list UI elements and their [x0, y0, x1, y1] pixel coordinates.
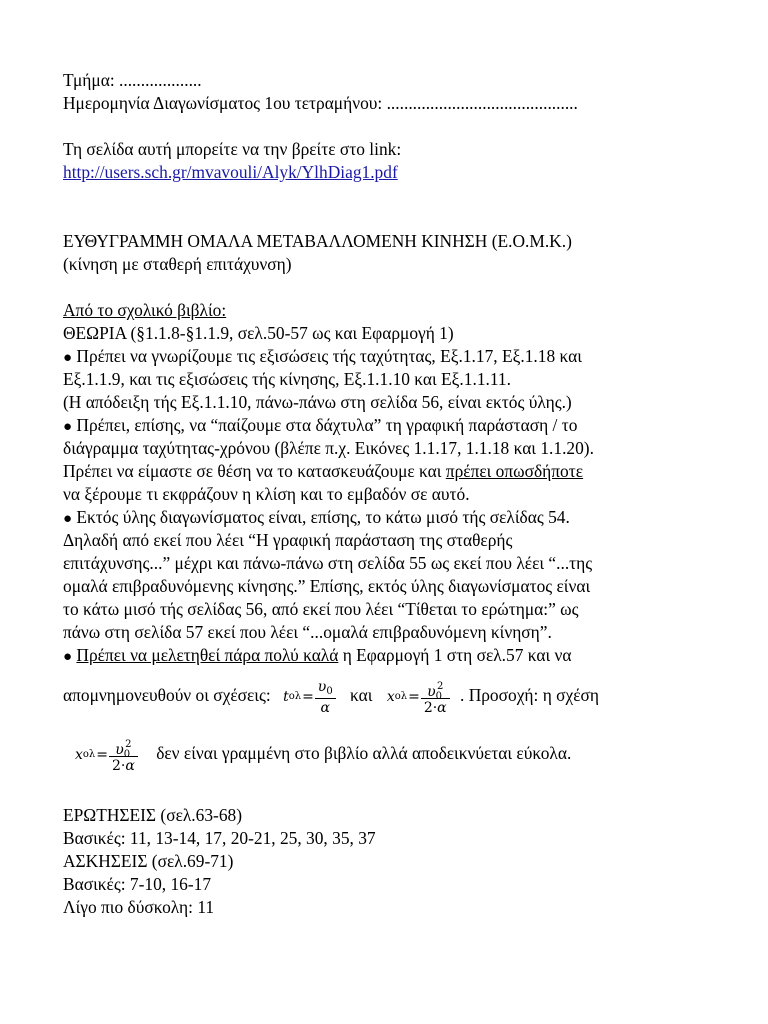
- emphasis-underline: πρέπει οπωσδήποτε: [445, 461, 584, 481]
- formula-note-line: x ολ = $\frac{\upsilon_0^2}{2\cdot\alpha}$ δεν είναι γραμμένη στο βιβλίο αλλά αποδεικνύεται εύκολα.: [63, 725, 743, 781]
- topic-title: ΕΥΘΥΓΡΑΜΜΗ ΟΜΑΛΑ ΜΕΤΑΒΑΛΛΟΜΕΝΗ ΚΙΝΗΣΗ (Ε.Ο.Μ.Κ.): [63, 231, 572, 251]
- exam-date-label: Ημερομηνία Διαγωνίσματος 1ου τετραμήνου: ............................................: [63, 93, 578, 113]
- problems-basic: Βασικές: 7-10, 16-17: [63, 874, 212, 894]
- emphasis-underline: Πρέπει να μελετηθεί πάρα πολύ καλά: [76, 645, 339, 665]
- questions-basic: Βασικές: 11, 13-14, 17, 20-21, 25, 30, 35, 37: [63, 828, 376, 848]
- book-heading: Από το σχολικό βιβλίο:: [63, 300, 227, 320]
- problems-harder: Λίγο πιο δύσκολη: 11: [63, 897, 215, 917]
- formulas-line: απομνημονευθούν οι σχέσεις: t ολ = $\frac{\upsilon_0}{\alpha}$ και x ολ = $\frac{\upsilon_0^2}{2\cdot\alpha}$ . Προσοχή: η σχέση: [63, 667, 743, 723]
- document-link[interactable]: http://users.sch.gr/mvavouli/Alyk/YlhDiag1.pdf: [63, 162, 398, 182]
- document-body: Τμήμα: ................... Ημερομηνία Διαγωνίσματος 1ου τετραμήνου: ............................................ Τη σελίδα αυτή μπορείτε να την βρείτε στο link: http://users.sch.gr/mvavouli/Alyk/YlhDiag1.pdf ΕΥΘΥΓΡΑΜΜΗ ΟΜΑΛΑ ΜΕΤΑΒΑΛΛΟΜΕΝΗ ΚΙΝΗΣΗ (Ε.Ο.Μ.Κ.) (κίνηση με σταθερή επιτάχυνση) Από το σχολικό βιβλίο: ΘΕΩΡΙΑ (§1.1.8-§1.1.9, σελ.50-57 ως και Εφαρμογή 1) ● Πρέπει να γνωρίζουμε τις εξισώσεις τής ταχύτητας, Εξ.1.17, Εξ.1.18 και Εξ.1.1.9, και τις εξισώσεις τής κίνησης, Εξ.1.1.10 και Εξ.1.1.11. (Η απόδειξη τής Εξ.1.1.10, πάνω-πάνω στη σελίδα 56, είναι εκτός ύλης.) ● Πρέπει, επίσης, να “παίζουμε στα δάχτυλα” τη γραφική παράσταση / το διάγραμμα ταχύτητας-χρόνου (βλέπε π.χ. Εικόνες 1.1.17, 1.1.18 και 1.1.20). Πρέπει να είμαστε σε θέση να το κατασκευάζουμε και πρέπει οπωσδήποτε να ξέρουμε τι εκφράζουν η κλίση και το εμβαδόν σε αυτό. ● Εκτός ύλης διαγωνίσματος είναι, επίσης, το κάτω μισό τής σελίδας 54. Δηλαδή από εκεί που λέει “Η γραφική παράσταση της σταθερής επιτάχυνσης...” μέχρι και πάνω-πάνω στη σελίδα 55 ως εκεί που λέει “...της ομαλά επιβραδυνόμενης κίνησης.” Επίσης, εκτός ύλης διαγωνίσματος είναι το κάτω μισό τής σελίδας 56, από εκεί που λέει “Τίθεται το ερώτημα:” ως πάνω στη σελίδα 57 εκεί που λέει “...ομαλά επιβραδυνόμενη κίνηση”. ● Πρέπει να μελετηθεί πάρα πολύ καλά η Εφαρμογή 1 στη σελ.57 και να απομνημονευθούν οι σχέσεις: t ολ = $\frac{\upsilon_0}{\alpha}$ και x ολ = $\frac{\upsilon_0^2}{2\cdot\alpha}$ . Προσοχή: η σχέση x ολ = $\frac{\upsilon_0^2}{2\cdot\alpha}$ δεν είναι γραμμένη στο βιβλίο αλλά αποδεικνύεται εύκολα. ΕΡΩΤΗΣΕΙΣ (σελ.63-68) Βασικές: 11, 13-14, 17, 20-21, 25, 30, 35, 37 ΑΣΚΗΣΕΙΣ (σελ.69-71) Βασικές: 7-10, 16-17 Λίγο πιο δύσκολη: 11: [63, 69, 743, 919]
- problems-heading: ΑΣΚΗΣΕΙΣ (σελ.69-71): [63, 851, 234, 871]
- topic-subtitle: (κίνηση με σταθερή επιτάχυνση): [63, 254, 292, 274]
- bullet-icon: ●: [63, 419, 73, 435]
- bullet-icon: ●: [63, 649, 73, 665]
- paragraph-1: ● Πρέπει να γνωρίζουμε τις εξισώσεις τής ταχύτητας, Εξ.1.17, Εξ.1.18 και: [63, 346, 582, 366]
- questions-heading: ΕΡΩΤΗΣΕΙΣ (σελ.63-68): [63, 805, 243, 825]
- paragraph-3: ● Εκτός ύλης διαγωνίσματος είναι, επίσης, το κάτω μισό τής σελίδας 54.: [63, 507, 570, 527]
- formula-total-distance-note: x ολ = $\frac{\upsilon_0^2}{2\cdot\alpha}$: [75, 727, 138, 783]
- formula-total-distance: x ολ = $\frac{\upsilon_0^2}{2\cdot\alpha}$: [387, 669, 450, 725]
- link-intro: Τη σελίδα αυτή μπορείτε να την βρείτε στο link:: [63, 139, 402, 159]
- bullet-icon: ●: [63, 511, 73, 527]
- section-label: Τμήμα: ...................: [63, 70, 202, 90]
- theory-line: ΘΕΩΡΙΑ (§1.1.8-§1.1.9, σελ.50-57 ως και Εφαρμογή 1): [63, 323, 454, 343]
- formula-total-time: t ολ = $\frac{\upsilon_0}{\alpha}$: [283, 669, 336, 725]
- bullet-icon: ●: [63, 350, 73, 366]
- paragraph-2: ● Πρέπει, επίσης, να “παίζουμε στα δάχτυλα” τη γραφική παράσταση / το: [63, 415, 578, 435]
- paragraph-4: ● Πρέπει να μελετηθεί πάρα πολύ καλά η Εφαρμογή 1 στη σελ.57 και να: [63, 645, 572, 665]
